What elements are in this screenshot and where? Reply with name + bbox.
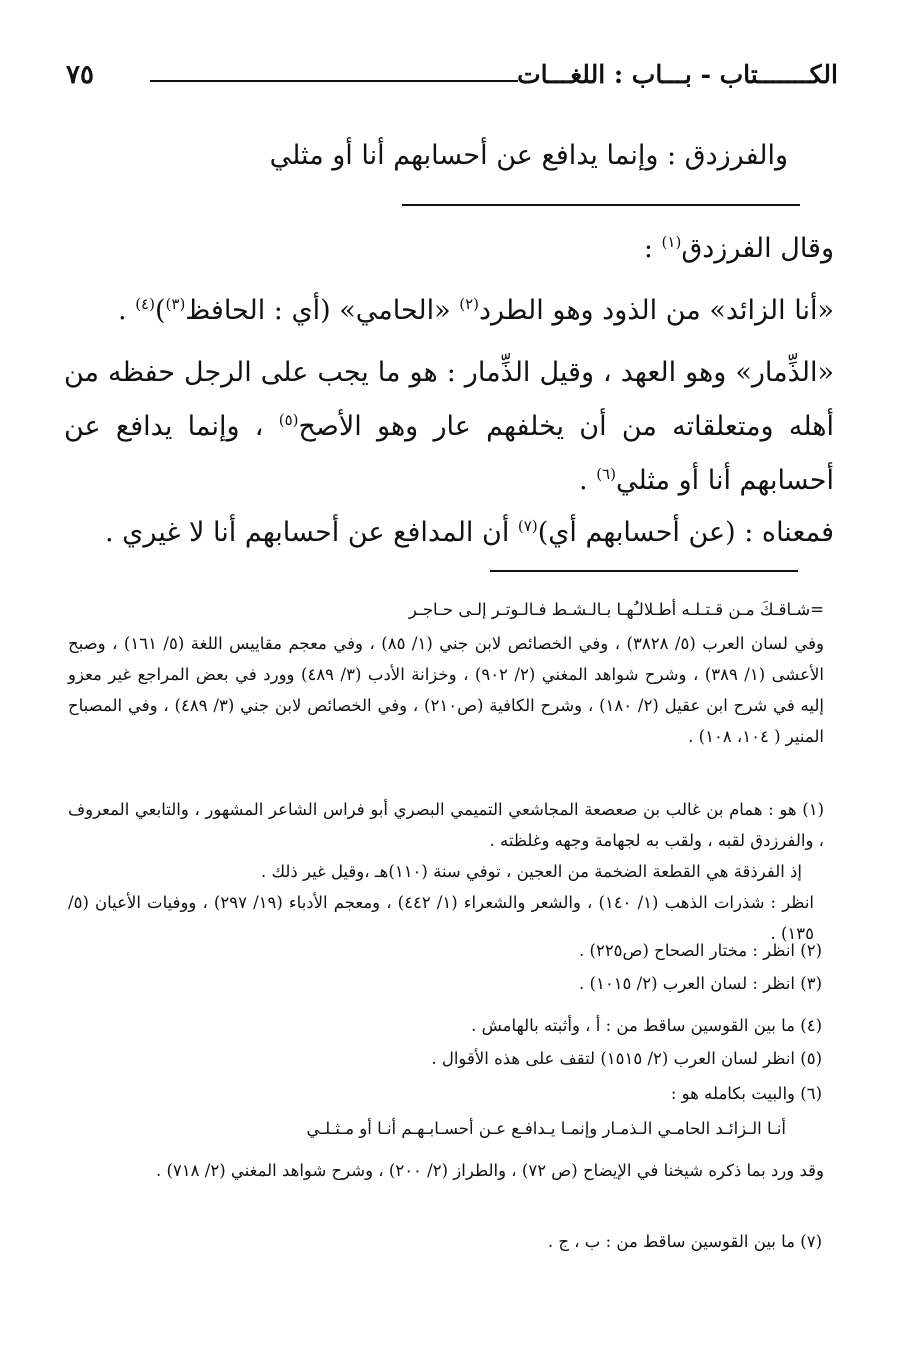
footnote-ref-6: (٦): [596, 465, 616, 483]
paragraph-2-text-a: «أنا الزائد» من الذود وهو الطرد: [478, 295, 834, 326]
footnote-ref-2: (٢): [459, 295, 479, 313]
footnote-7: (٧) ما بين القوسين ساقط من : ب ، ج .: [547, 1232, 822, 1251]
paragraph-3-text-b: ، وإنما يدافع عن أحسابهم أنا أو مثلي: [64, 411, 834, 496]
footnote-ref-3: (٣): [165, 295, 186, 313]
paragraph-3-text-a: «الذِّمار» وهو العهد ، وقيل الذِّمار : هو ما يجب على الرجل حفظه من أهله ومتعلقاته من أن يخلفهم عار وهو الأصح: [64, 357, 834, 442]
footnote-3: (٣) انظر : لسان العرب (٢/ ١٠١٥) .: [579, 974, 822, 993]
footnote-ref-5: (٥): [278, 411, 299, 429]
footnote-verse-continuation: =شـاقـكَ مـن قـتـلـه أطـلالـُهـا بـالـشـط فـالـوتـر إلـى حـاجـر: [408, 600, 824, 619]
footnote-6-verse: أنـا الـزائـد الحامـي الـذمـار وإنمـا يـدافـع عـن أحسـابـهـم أنـا أو مـثـلـي: [306, 1119, 786, 1138]
header-rule: [150, 80, 518, 82]
paragraph-2: [64, 284, 834, 338]
running-title: الكـــــــتاب - بـــاب : اللغـــات: [517, 60, 838, 89]
paragraph-3-text-c: .: [579, 465, 597, 496]
paragraph-3: [64, 346, 834, 508]
footnote-references-continuation: وفي لسان العرب (٥/ ٣٨٢٨) ، وفي الخصائص لابن جني (١/ ٨٥) ، وفي معجم مقاييس اللغة (٥/ ١٦١) ، وصبح الأعشى (١/ ٣٨٩) ، وشرح شواهد المغني (٢/ ٩٠٢) ، وخزانة الأدب (٣/ ٤٨٩) وورد في بعض المراجع غير معزو إليه في شرح ابن عقيل (٢/ ١٨٠) ، وشرح الكافية (ص٢١٠) ، وفي الخصائص لابن جني (٣/ ٤٨٩) ، وفي المصباح المنير ( ١٠٤، ١٠٨) .: [68, 634, 824, 746]
quoted-verse: والفرزدق : وإنما يدافع عن أحسابهم أنا أو مثلي: [269, 140, 788, 171]
footnote-ref-7: (٧): [517, 517, 538, 535]
running-header: [60, 58, 838, 98]
paragraph-4-text-b: أن المدافع عن أحسابهم أنا لا غيري .: [105, 517, 518, 548]
footnote-1: [68, 794, 824, 949]
footnote-1-line-2: إذ الفرذقة هي القطعة الضخمة من العجين ، توفي سنة (١١٠)هـ ،وقيل غير ذلك .: [260, 862, 802, 881]
footnote-rule: [490, 570, 798, 572]
footnote-4: (٤) ما بين القوسين ساقط من : أ ، وأثبته بالهامش .: [471, 1016, 822, 1035]
paragraph-4: [64, 506, 834, 560]
paragraph-2-text-d: .: [118, 295, 136, 326]
quote-rule: [402, 204, 800, 206]
paragraph-1: [64, 222, 834, 276]
footnote-ref-1: (١): [661, 233, 682, 251]
footnote-6: (٦) والبيت بكامله هو :: [670, 1084, 822, 1103]
footnote-1-sources: انظر : شذرات الذهب (١/ ١٤٠) ، والشعر والشعراء (١/ ٤٤٢) ، ومعجم الأدباء (١٩/ ٢٩٧) ، ووفيات الأعيان (٥/ ١٣٥) .: [68, 893, 815, 943]
paragraph-4-text-a: فمعناه : (عن أحسابهم أي): [537, 517, 834, 548]
footnote-6-references: وقد ورد بما ذكره شيخنا في الإيضاح (ص ٧٢) ، والطراز (٢/ ٢٠٠) ، وشرح شواهد المغني (٢/ ٧١٨) .: [155, 1161, 824, 1180]
paragraph-2-text-c: ): [154, 295, 166, 326]
footnote-1-text: (١) هو : همام بن غالب بن صعصعة المجاشعي التميمي البصري أبو فراس الشاعر المشهور ، والتابعي المعروف ، والفرزدق لقبه ، ولقب به لجهامة وجهه وغلظته .: [68, 800, 824, 850]
paragraph-1-end: :: [643, 233, 662, 264]
paragraph-1-text: وقال الفرزدق: [681, 233, 834, 264]
footnote-2: (٢) انظر : مختار الصحاح (ص٢٢٥) .: [579, 941, 822, 960]
footnote-ref-4: (٤): [135, 295, 155, 313]
page-number: ٧٥: [66, 60, 94, 90]
paragraph-2-text-b: «الحامي» (أي : الحافظ: [185, 295, 460, 326]
footnote-5: (٥) انظر لسان العرب (٢/ ١٥١٥) لتقف على هذه الأقوال .: [431, 1049, 822, 1068]
